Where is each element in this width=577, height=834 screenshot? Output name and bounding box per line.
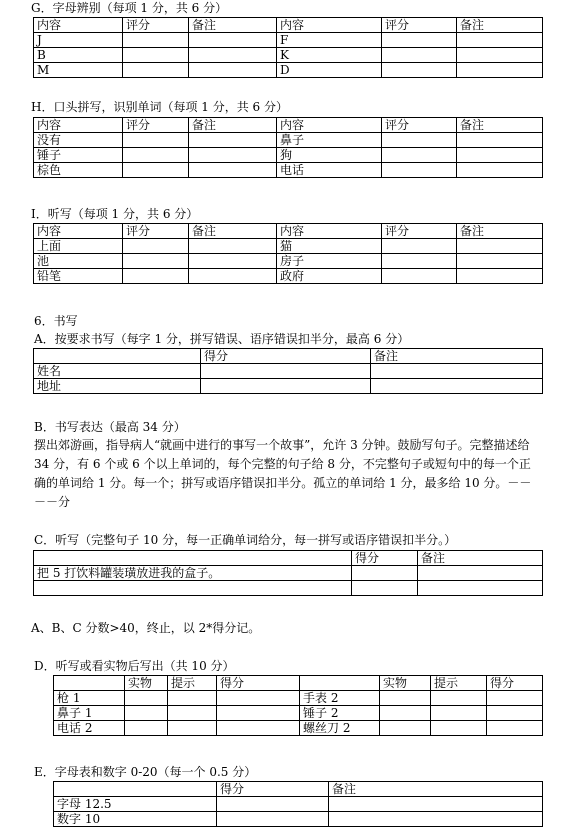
table-cell bbox=[431, 691, 487, 706]
table-cell bbox=[487, 706, 543, 721]
table-cell bbox=[123, 148, 189, 163]
table-row bbox=[34, 379, 543, 394]
table-row bbox=[34, 269, 543, 284]
header-cell: 实物 bbox=[380, 676, 431, 691]
table-cell bbox=[382, 33, 457, 48]
table-row bbox=[34, 63, 543, 78]
header-cell: 内容 bbox=[34, 118, 123, 133]
section-c-table bbox=[33, 550, 543, 596]
table-row bbox=[34, 254, 543, 269]
table-cell: D bbox=[277, 63, 382, 78]
section-c-heading: C．听写（完整句子 10 分，每一正确单词给分，每一拼写或语序错误扣半分。） bbox=[34, 533, 457, 547]
header-cell: 备注 bbox=[189, 224, 277, 239]
table-cell: 把 5 打饮料罐装璜放进我的盒子。 bbox=[34, 566, 352, 581]
table-row bbox=[34, 133, 543, 148]
table-cell: 没有 bbox=[34, 133, 123, 148]
table-cell: 猫 bbox=[277, 239, 382, 254]
table-cell bbox=[382, 239, 457, 254]
section-b-paragraph: 摆出郊游画，指导病人“就画中进行的事写一个故事”，允许 3 分钟。鼓励写句子。完整描述给 34 分，有 6 个或 6 个以上单词的，每个完整的句子给 8 分，不完整句子或短句中的每一个正确的单词给 1 分。每一个；拼写或语序错误扣半分。孤立的单词给 1 分，最多给 10 分。－－－－分 bbox=[34, 438, 532, 509]
section-i-table bbox=[33, 223, 543, 284]
table-cell bbox=[382, 133, 457, 148]
section-a-table bbox=[33, 348, 543, 394]
section-e-header-row bbox=[54, 782, 543, 797]
table-cell bbox=[217, 721, 300, 736]
table-cell bbox=[371, 364, 543, 379]
table-cell bbox=[189, 148, 277, 163]
table-cell: 枪 1 bbox=[54, 691, 125, 706]
table-cell bbox=[189, 33, 277, 48]
section-g-header-row bbox=[34, 18, 543, 33]
table-cell: 手表 2 bbox=[300, 691, 380, 706]
table-row bbox=[54, 706, 543, 721]
section-d-heading: D．听写或看实物后写出（共 10 分） bbox=[34, 659, 235, 673]
table-cell bbox=[123, 163, 189, 178]
table-row bbox=[34, 581, 543, 596]
table-cell: 狗 bbox=[277, 148, 382, 163]
table-cell bbox=[382, 163, 457, 178]
table-cell bbox=[380, 721, 431, 736]
header-cell bbox=[34, 551, 352, 566]
table-cell bbox=[125, 706, 168, 721]
section-h-heading: H．口头拼写，识别单词（每项 1 分，共 6 分） bbox=[31, 100, 288, 114]
header-cell: 评分 bbox=[123, 18, 189, 33]
header-cell: 得分 bbox=[201, 349, 371, 364]
table-cell bbox=[125, 721, 168, 736]
table-row bbox=[34, 148, 543, 163]
table-cell bbox=[189, 254, 277, 269]
table-cell bbox=[168, 691, 217, 706]
table-cell: B bbox=[34, 48, 123, 63]
table-cell bbox=[123, 33, 189, 48]
table-cell bbox=[431, 706, 487, 721]
table-row bbox=[54, 812, 543, 827]
header-cell: 得分 bbox=[487, 676, 543, 691]
header-cell: 得分 bbox=[217, 676, 300, 691]
header-cell: 评分 bbox=[123, 118, 189, 133]
header-cell: 提示 bbox=[168, 676, 217, 691]
header-cell: 备注 bbox=[329, 782, 543, 797]
header-cell bbox=[54, 676, 125, 691]
header-cell: 内容 bbox=[34, 18, 123, 33]
table-cell bbox=[34, 581, 352, 596]
header-cell: 备注 bbox=[457, 118, 543, 133]
header-cell: 提示 bbox=[431, 676, 487, 691]
table-cell: F bbox=[277, 33, 382, 48]
table-cell: 螺丝刀 2 bbox=[300, 721, 380, 736]
header-cell: 备注 bbox=[189, 118, 277, 133]
table-cell bbox=[382, 48, 457, 63]
table-cell: 铅笔 bbox=[34, 269, 123, 284]
table-row bbox=[34, 364, 543, 379]
section-g-heading: G．字母辨别（每项 1 分，共 6 分） bbox=[31, 1, 228, 15]
table-cell: 地址 bbox=[34, 379, 201, 394]
table-cell bbox=[201, 379, 371, 394]
table-cell bbox=[457, 254, 543, 269]
table-cell bbox=[329, 812, 543, 827]
section-i-heading: I．听写（每项 1 分，共 6 分） bbox=[31, 207, 199, 221]
section-a-header-row bbox=[34, 349, 543, 364]
header-cell: 评分 bbox=[382, 224, 457, 239]
table-cell bbox=[125, 691, 168, 706]
header-cell: 备注 bbox=[189, 18, 277, 33]
table-cell bbox=[123, 239, 189, 254]
table-cell bbox=[382, 148, 457, 163]
table-cell bbox=[380, 706, 431, 721]
table-cell bbox=[189, 63, 277, 78]
table-cell bbox=[189, 133, 277, 148]
table-cell: 房子 bbox=[277, 254, 382, 269]
section-6-heading: 6．书写 bbox=[34, 314, 78, 328]
table-cell bbox=[487, 691, 543, 706]
header-cell: 内容 bbox=[277, 224, 382, 239]
header-cell bbox=[54, 782, 217, 797]
table-cell bbox=[418, 566, 543, 581]
table-cell bbox=[380, 691, 431, 706]
table-cell bbox=[189, 239, 277, 254]
header-cell: 备注 bbox=[371, 349, 543, 364]
table-row bbox=[54, 691, 543, 706]
table-cell bbox=[217, 812, 329, 827]
table-cell bbox=[201, 364, 371, 379]
table-cell: 数字 10 bbox=[54, 812, 217, 827]
table-cell: 字母 12.5 bbox=[54, 797, 217, 812]
table-cell: 电话 bbox=[277, 163, 382, 178]
table-cell bbox=[217, 797, 329, 812]
table-cell: 池 bbox=[34, 254, 123, 269]
table-cell bbox=[329, 797, 543, 812]
table-cell: 电话 2 bbox=[54, 721, 125, 736]
table-cell bbox=[457, 239, 543, 254]
section-a-heading: A．按要求书写（每字 1 分，拼写错误、语序错误扣半分，最高 6 分） bbox=[34, 332, 410, 346]
section-d-header-row bbox=[54, 676, 543, 691]
table-cell bbox=[457, 269, 543, 284]
table-cell bbox=[123, 254, 189, 269]
header-cell: 内容 bbox=[34, 224, 123, 239]
header-cell: 得分 bbox=[217, 782, 329, 797]
table-cell: 鼻子 1 bbox=[54, 706, 125, 721]
header-cell: 得分 bbox=[352, 551, 418, 566]
table-cell bbox=[123, 48, 189, 63]
table-cell bbox=[457, 33, 543, 48]
table-cell: 上面 bbox=[34, 239, 123, 254]
table-cell bbox=[457, 48, 543, 63]
header-cell: 内容 bbox=[277, 18, 382, 33]
table-row bbox=[34, 163, 543, 178]
table-cell bbox=[457, 163, 543, 178]
table-cell: K bbox=[277, 48, 382, 63]
table-cell: 锤子 2 bbox=[300, 706, 380, 721]
header-cell: 备注 bbox=[457, 224, 543, 239]
section-b-heading: B．书写表达（最高 34 分） bbox=[34, 420, 186, 434]
table-cell: J bbox=[34, 33, 123, 48]
abc-termination-note: A、B、C 分数>40，终止，以 2*得分记。 bbox=[31, 621, 261, 635]
header-cell: 实物 bbox=[125, 676, 168, 691]
table-cell bbox=[217, 706, 300, 721]
table-cell: 姓名 bbox=[34, 364, 201, 379]
table-row bbox=[34, 566, 543, 581]
section-h-table bbox=[33, 117, 543, 178]
header-cell: 评分 bbox=[382, 118, 457, 133]
header-cell: 内容 bbox=[277, 118, 382, 133]
table-cell: 政府 bbox=[277, 269, 382, 284]
table-cell bbox=[189, 269, 277, 284]
table-cell bbox=[371, 379, 543, 394]
header-cell: 评分 bbox=[123, 224, 189, 239]
section-c-header-row bbox=[34, 551, 543, 566]
table-cell bbox=[168, 706, 217, 721]
table-cell bbox=[418, 581, 543, 596]
section-i-header-row bbox=[34, 224, 543, 239]
table-cell bbox=[352, 581, 418, 596]
table-cell bbox=[382, 254, 457, 269]
table-cell bbox=[457, 63, 543, 78]
table-cell bbox=[457, 133, 543, 148]
table-cell: 棕色 bbox=[34, 163, 123, 178]
table-cell: 锤子 bbox=[34, 148, 123, 163]
table-row bbox=[54, 797, 543, 812]
table-cell bbox=[189, 48, 277, 63]
table-cell bbox=[352, 566, 418, 581]
table-cell bbox=[217, 691, 300, 706]
section-e-heading: E．字母表和数字 0-20（每一个 0.5 分） bbox=[34, 765, 257, 779]
table-cell bbox=[189, 163, 277, 178]
section-e-table bbox=[53, 781, 543, 827]
header-cell bbox=[34, 349, 201, 364]
table-cell bbox=[382, 269, 457, 284]
table-cell bbox=[123, 269, 189, 284]
table-row bbox=[34, 33, 543, 48]
table-row bbox=[34, 48, 543, 63]
table-cell bbox=[382, 63, 457, 78]
table-cell bbox=[487, 721, 543, 736]
table-cell: 鼻子 bbox=[277, 133, 382, 148]
table-cell bbox=[431, 721, 487, 736]
table-cell bbox=[168, 721, 217, 736]
table-cell: M bbox=[34, 63, 123, 78]
table-cell bbox=[123, 63, 189, 78]
header-cell: 备注 bbox=[418, 551, 543, 566]
header-cell: 备注 bbox=[457, 18, 543, 33]
section-h-header-row bbox=[34, 118, 543, 133]
table-cell bbox=[123, 133, 189, 148]
section-g-table bbox=[33, 17, 543, 78]
table-row bbox=[34, 239, 543, 254]
section-d-table bbox=[53, 675, 543, 736]
header-cell bbox=[300, 676, 380, 691]
header-cell: 评分 bbox=[382, 18, 457, 33]
table-row bbox=[54, 721, 543, 736]
table-cell bbox=[457, 148, 543, 163]
